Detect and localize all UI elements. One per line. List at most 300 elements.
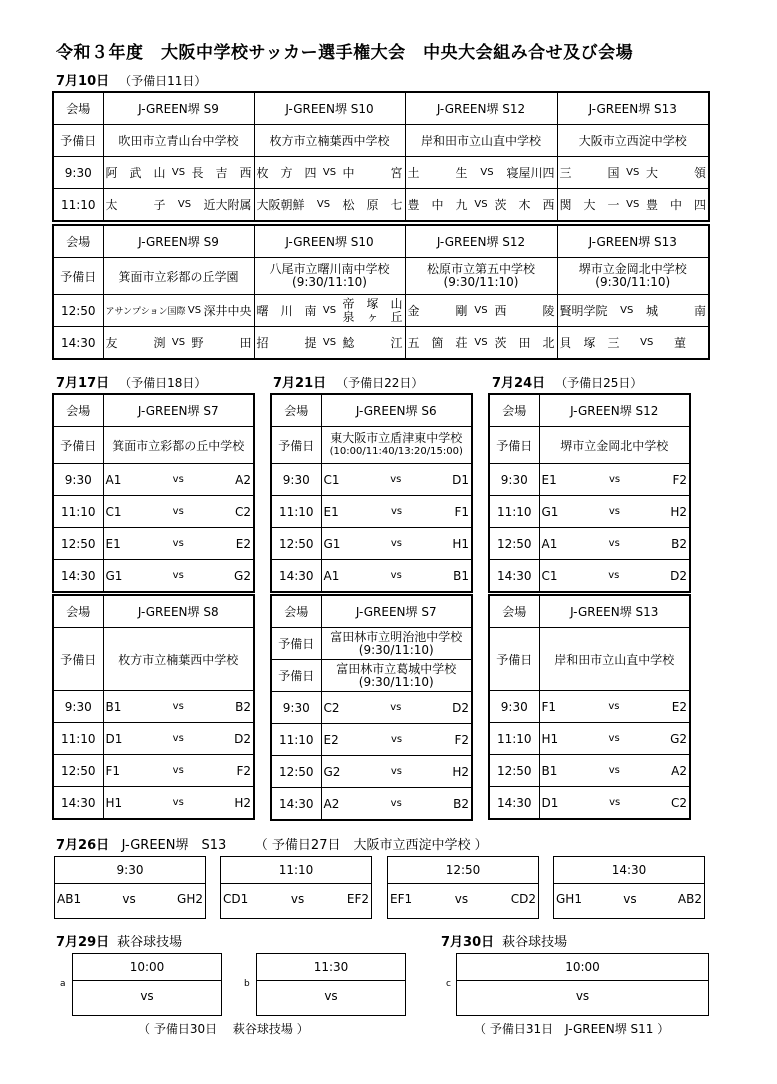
venue-label: 会場 (489, 394, 539, 427)
match-row (271, 788, 472, 821)
match-cell (103, 157, 254, 189)
reserve-note: （ 予備日30日 萩谷球技場 ） (138, 1022, 309, 1036)
venue-label: J-GREEN堺 S13 (121, 838, 227, 853)
team: C2 (323, 700, 340, 715)
match-cell (254, 189, 405, 222)
venue-cell: J-GREEN堺 S6 (321, 394, 472, 427)
table-header-row (53, 225, 709, 258)
time-cell: 14:30 (53, 560, 103, 593)
match-cell (103, 755, 254, 787)
time-cell: 12:50 (53, 295, 103, 327)
time-cell: 12:50 (271, 528, 321, 560)
time-cell: 11:10 (53, 496, 103, 528)
team: G2 (670, 731, 687, 746)
team: 大 領 (645, 166, 706, 180)
reserve-school: 東大阪市立盾津東中学校 (330, 431, 463, 445)
kickoff-time: 11:10 (221, 857, 371, 884)
vs-label: vs (172, 570, 184, 581)
venue-cell: J-GREEN堺 S9 (103, 92, 254, 125)
team: G1 (323, 536, 341, 551)
team: G1 (105, 568, 123, 583)
team: 深井中央 (203, 304, 252, 318)
team: A2 (671, 763, 687, 778)
team: H2 (452, 764, 469, 779)
match-cell (557, 295, 709, 327)
team: 寝屋川四 (506, 166, 555, 180)
team: 茨 木 西 (494, 198, 555, 212)
match-cell (103, 560, 254, 593)
reserve-label: 予備日 (53, 628, 103, 691)
vs-label: vs (454, 892, 469, 906)
team: 野 田 (191, 336, 252, 350)
team: B2 (235, 699, 251, 714)
vs-label: vs (608, 538, 620, 549)
team: AB2 (677, 892, 702, 906)
team: 招 提 (256, 336, 317, 350)
vs-label: vs (324, 989, 338, 1003)
team: 豊 中 四 (645, 198, 706, 212)
reserve-note: （予備日11日） (119, 74, 207, 88)
venue-label: 会場 (489, 595, 539, 628)
match-cell (321, 788, 472, 821)
schedule-table (270, 393, 473, 593)
match-row (271, 724, 472, 756)
team: E1 (541, 472, 557, 487)
reserve-school: 富田林市立葛城中学校 (336, 661, 457, 676)
match-cell (103, 189, 254, 222)
match-box (220, 856, 372, 919)
time-cell: 14:30 (53, 327, 103, 360)
match-box (553, 856, 705, 919)
vs-label: VS (640, 337, 654, 348)
team: D1 (541, 795, 559, 810)
team: 枚 方 四 (256, 166, 317, 180)
reserve-cell: 箕面市立彩都の丘中学校 (103, 427, 254, 464)
reserve-times: (9:30/11:10) (443, 275, 519, 289)
match-row (53, 755, 254, 787)
reserve-row (53, 427, 254, 464)
match-cell (539, 755, 690, 787)
match-cell (321, 692, 472, 724)
reserve-note: （ 予備日31日 J-GREEN堺 S11 ） (474, 1022, 670, 1036)
date-label: 7月17日 (56, 376, 110, 391)
time-cell: 11:10 (53, 189, 103, 222)
match-row (53, 691, 254, 723)
time-cell: 11:10 (271, 496, 321, 528)
team: 阿 武 山 (105, 166, 166, 180)
team: 菫 (673, 336, 686, 350)
time-cell: 14:30 (489, 787, 539, 820)
vs-label: VS (316, 199, 331, 210)
vs-label: vs (172, 474, 184, 485)
team: D2 (452, 700, 469, 715)
kickoff-time: 12:50 (388, 857, 538, 884)
team: A2 (235, 472, 251, 487)
match-id: c (446, 979, 451, 989)
vs-label: vs (172, 733, 184, 744)
match-cell (539, 528, 690, 560)
table-header-row (53, 92, 709, 125)
team: C2 (234, 504, 251, 519)
venue-cell: J-GREEN堺 S10 (254, 225, 405, 258)
vs-label: vs (172, 765, 184, 776)
team: H1 (452, 536, 469, 551)
match-row (53, 157, 709, 189)
match-row (489, 691, 690, 723)
reserve-row (53, 125, 709, 157)
schedule-table-710-a (52, 91, 710, 222)
table-header-row (53, 595, 254, 628)
team: 五 箇 荘 (407, 336, 468, 350)
time-cell: 11:10 (271, 724, 321, 756)
team: AB1 (57, 892, 82, 906)
team: GH1 (556, 892, 582, 906)
date-label: 7月24日 (492, 376, 546, 391)
date-label: 7月26日 (56, 838, 110, 853)
team: 大阪朝鮮 (256, 198, 305, 212)
team: A1 (323, 568, 340, 583)
team: アサンプション国際 (105, 307, 186, 317)
match-cell (103, 723, 254, 755)
reserve-row (271, 427, 472, 464)
team: F2 (236, 763, 251, 778)
vs-label: vs (390, 538, 402, 549)
match-row (489, 723, 690, 755)
team: 帝 塚 山 (342, 296, 403, 311)
venue-cell: J-GREEN堺 S8 (103, 595, 254, 628)
reserve-cell (321, 427, 472, 464)
venue-label: 会場 (53, 92, 103, 125)
match-row (53, 189, 709, 222)
venue-cell: J-GREEN堺 S13 (539, 595, 690, 628)
vs-label: VS (474, 337, 488, 348)
table-header-row (489, 394, 690, 427)
match-row (489, 755, 690, 787)
reserve-times: (9:30/11:10) (358, 642, 434, 657)
time-cell: 12:50 (53, 755, 103, 787)
venue-label: 会場 (53, 394, 103, 427)
time-cell: 14:30 (489, 560, 539, 593)
date-label: 7月29日 (56, 935, 110, 950)
team: A1 (105, 472, 122, 487)
time-cell: 14:30 (271, 560, 321, 593)
venue-cell: J-GREEN堺 S12 (405, 225, 557, 258)
match-cell (321, 496, 472, 528)
reserve-cell: 堺市立金岡北中学校 (539, 427, 690, 464)
match-row (53, 528, 254, 560)
team: F1 (105, 763, 121, 778)
match-cell (321, 560, 472, 593)
team: C1 (105, 504, 122, 519)
reserve-cell (321, 660, 472, 692)
time-cell: 9:30 (271, 464, 321, 496)
team: EF2 (346, 892, 369, 906)
venue-cell: J-GREEN堺 S9 (103, 225, 254, 258)
time-cell: 12:50 (489, 755, 539, 787)
team: D2 (670, 568, 687, 583)
match-cell (405, 189, 557, 222)
match-cell (254, 157, 405, 189)
match-cell (539, 723, 690, 755)
vs-label: VS (171, 167, 186, 178)
reserve-label: 予備日 (53, 125, 103, 157)
vs-label: vs (609, 797, 621, 808)
match-cell (405, 295, 557, 327)
date-heading (56, 372, 206, 391)
vs-label: vs (390, 798, 402, 809)
reserve-row (271, 660, 472, 692)
match-cell (321, 464, 472, 496)
vs-label: vs (608, 765, 620, 776)
match-cell (103, 295, 254, 327)
time-cell: 12:50 (53, 528, 103, 560)
match-box (456, 953, 709, 1016)
team: F1 (454, 504, 469, 519)
kickoff-time: 10:00 (73, 954, 221, 981)
team: 近大附属 (203, 198, 252, 212)
time-cell: 12:50 (271, 756, 321, 788)
match-row (271, 756, 472, 788)
time-cell: 9:30 (489, 691, 539, 723)
reserve-note: （ 予備日27日 大阪市立西淀中学校 ） (254, 838, 488, 853)
venue-cell: J-GREEN堺 S13 (557, 92, 709, 125)
team: 金 剛 (407, 304, 468, 318)
vs-label: vs (390, 702, 402, 713)
reserve-times: (9:30/11:10) (595, 275, 671, 289)
team: 関 大 一 (559, 198, 620, 212)
reserve-cell: 吹田市立青山台中学校 (103, 125, 254, 157)
reserve-times: (9:30/11:10) (358, 674, 434, 689)
match-row (271, 692, 472, 724)
table-header-row (271, 595, 472, 628)
reserve-cell: 枚方市立楠葉西中学校 (254, 125, 405, 157)
team: 土 生 (407, 166, 468, 180)
reserve-row (53, 628, 254, 691)
vs-label: VS (626, 167, 640, 178)
reserve-school: 富田林市立明治池中学校 (330, 629, 463, 644)
reserve-cell (321, 628, 472, 660)
venue-cell: J-GREEN堺 S7 (321, 595, 472, 628)
reserve-label: 予備日 (489, 628, 539, 691)
match-row (489, 464, 690, 496)
schedule-table-710-b (52, 224, 710, 360)
reserve-note: （予備日22日） (336, 376, 424, 390)
kickoff-time: 10:00 (457, 954, 708, 981)
match-cell (405, 327, 557, 360)
reserve-school: 八尾市立曙川南中学校 (269, 262, 390, 276)
team: EF1 (390, 892, 413, 906)
time-cell: 9:30 (489, 464, 539, 496)
reserve-school: 松原市立第五中学校 (426, 262, 535, 276)
venue-label: 会場 (271, 394, 321, 427)
match-row (489, 560, 690, 593)
team: F2 (672, 472, 687, 487)
vs-label: VS (474, 305, 488, 316)
team: 友 渕 (105, 336, 166, 350)
match-box (72, 953, 222, 1016)
vs-label: vs (172, 797, 184, 808)
schedule-table (52, 393, 255, 593)
date-heading (273, 372, 423, 391)
date-heading (492, 372, 642, 391)
match-id: a (60, 979, 66, 989)
vs-label: vs (172, 701, 184, 712)
vs-label: VS (187, 305, 202, 316)
vs-label: vs (608, 733, 620, 744)
match-box (256, 953, 406, 1016)
match-row (489, 528, 690, 560)
team: 松 原 七 (342, 198, 403, 212)
team: C1 (323, 472, 340, 487)
match-cell (321, 756, 472, 788)
reserve-cell: 箕面市立彩都の丘学園 (103, 258, 254, 295)
match-cell (539, 560, 690, 593)
venue-label: 会場 (271, 595, 321, 628)
reserve-label: 予備日 (271, 628, 321, 660)
venue-label: 萩谷球技場 (502, 935, 568, 950)
table-header-row (271, 394, 472, 427)
reserve-note: （予備日25日） (555, 376, 643, 390)
match-cell (103, 464, 254, 496)
team: E2 (235, 536, 251, 551)
team: 泉 ヶ 丘 (342, 309, 403, 324)
reserve-note: （予備日18日） (119, 376, 207, 390)
team: 中 宮 (342, 166, 403, 180)
reserve-cell (405, 258, 557, 295)
team: 豊 中 九 (407, 198, 468, 212)
reserve-times: (9:30/11:10) (292, 275, 367, 289)
team: F1 (541, 699, 557, 714)
schedule-table (488, 594, 691, 820)
team: CD2 (510, 892, 536, 906)
date-heading (56, 931, 182, 950)
match-row (489, 496, 690, 528)
team: D2 (234, 731, 251, 746)
team: G2 (234, 568, 251, 583)
team: B1 (105, 699, 122, 714)
vs-label: vs (623, 892, 637, 906)
reserve-row (489, 628, 690, 691)
schedule-table (52, 594, 255, 820)
venue-label: 会場 (53, 595, 103, 628)
table-header-row (489, 595, 690, 628)
time-cell: 14:30 (271, 788, 321, 821)
match-row (271, 528, 472, 560)
vs-label: vs (140, 989, 154, 1003)
match-cell (557, 189, 709, 222)
team: 鯰 江 (342, 336, 403, 350)
date-label: 7月21日 (273, 376, 327, 391)
vs-label: vs (391, 506, 403, 517)
vs-label: vs (172, 506, 184, 517)
schedule-table (270, 594, 473, 821)
vs-label: vs (390, 570, 402, 581)
team: 貝 塚 三 (559, 336, 620, 350)
match-row (489, 787, 690, 820)
reserve-times: (10:00/11:40/13:20/15:00) (329, 446, 463, 457)
vs-label: VS (626, 199, 640, 210)
vs-label: vs (608, 506, 620, 517)
venue-label: 会場 (53, 225, 103, 258)
match-cell (539, 787, 690, 820)
reserve-row (489, 427, 690, 464)
table-header-row (53, 394, 254, 427)
match-cell (103, 496, 254, 528)
vs-label: VS (322, 337, 337, 348)
match-cell (103, 327, 254, 360)
date-heading (56, 834, 488, 853)
team: G1 (541, 504, 559, 519)
reserve-cell: 岸和田市立山直中学校 (539, 628, 690, 691)
match-cell (103, 787, 254, 820)
schedule-table (488, 393, 691, 593)
team: G2 (323, 764, 341, 779)
reserve-label: 予備日 (53, 427, 103, 464)
team: E1 (105, 536, 121, 551)
reserve-row (53, 258, 709, 295)
match-cell (405, 157, 557, 189)
vs-label: vs (290, 892, 305, 906)
team: H2 (670, 504, 687, 519)
match-cell (539, 496, 690, 528)
team: B1 (453, 568, 469, 583)
vs-label: VS (480, 167, 494, 178)
reserve-cell: 枚方市立楠葉西中学校 (103, 628, 254, 691)
time-cell: 9:30 (53, 157, 103, 189)
vs-label: vs (390, 474, 402, 485)
reserve-cell (254, 258, 405, 295)
vs-label: vs (608, 570, 620, 581)
team: 城 南 (645, 304, 706, 318)
team: B2 (671, 536, 687, 551)
vs-label: vs (391, 734, 403, 745)
team: C1 (541, 568, 558, 583)
time-cell: 9:30 (53, 691, 103, 723)
match-row (53, 327, 709, 360)
match-row (271, 464, 472, 496)
match-row (53, 295, 709, 327)
match-row (53, 723, 254, 755)
team: F2 (454, 732, 469, 747)
venue-label: 萩谷球技場 (117, 935, 183, 950)
time-cell: 9:30 (271, 692, 321, 724)
team: 曙 川 南 (256, 304, 317, 318)
team: CD1 (223, 892, 249, 906)
reserve-row (271, 628, 472, 660)
match-row (53, 496, 254, 528)
vs-label: VS (322, 167, 337, 178)
vs-label: VS (171, 337, 186, 348)
reserve-label: 予備日 (53, 258, 103, 295)
date-label: 7月10日 (56, 74, 110, 89)
vs-label: VS (474, 199, 488, 210)
team: 西 陵 (494, 304, 555, 318)
match-id: b (244, 979, 250, 989)
reserve-label: 予備日 (489, 427, 539, 464)
match-cell (539, 464, 690, 496)
reserve-cell: 大阪市立西淀中学校 (557, 125, 709, 157)
team: 茨 田 北 (494, 336, 555, 350)
match-box (387, 856, 539, 919)
match-row (53, 787, 254, 820)
reserve-cell (557, 258, 709, 295)
team: B2 (453, 796, 469, 811)
vs-label: vs (608, 701, 620, 712)
match-cell (254, 295, 405, 327)
match-cell (103, 528, 254, 560)
team: GH2 (177, 892, 203, 906)
reserve-school: 堺市立金岡北中学校 (578, 262, 687, 276)
